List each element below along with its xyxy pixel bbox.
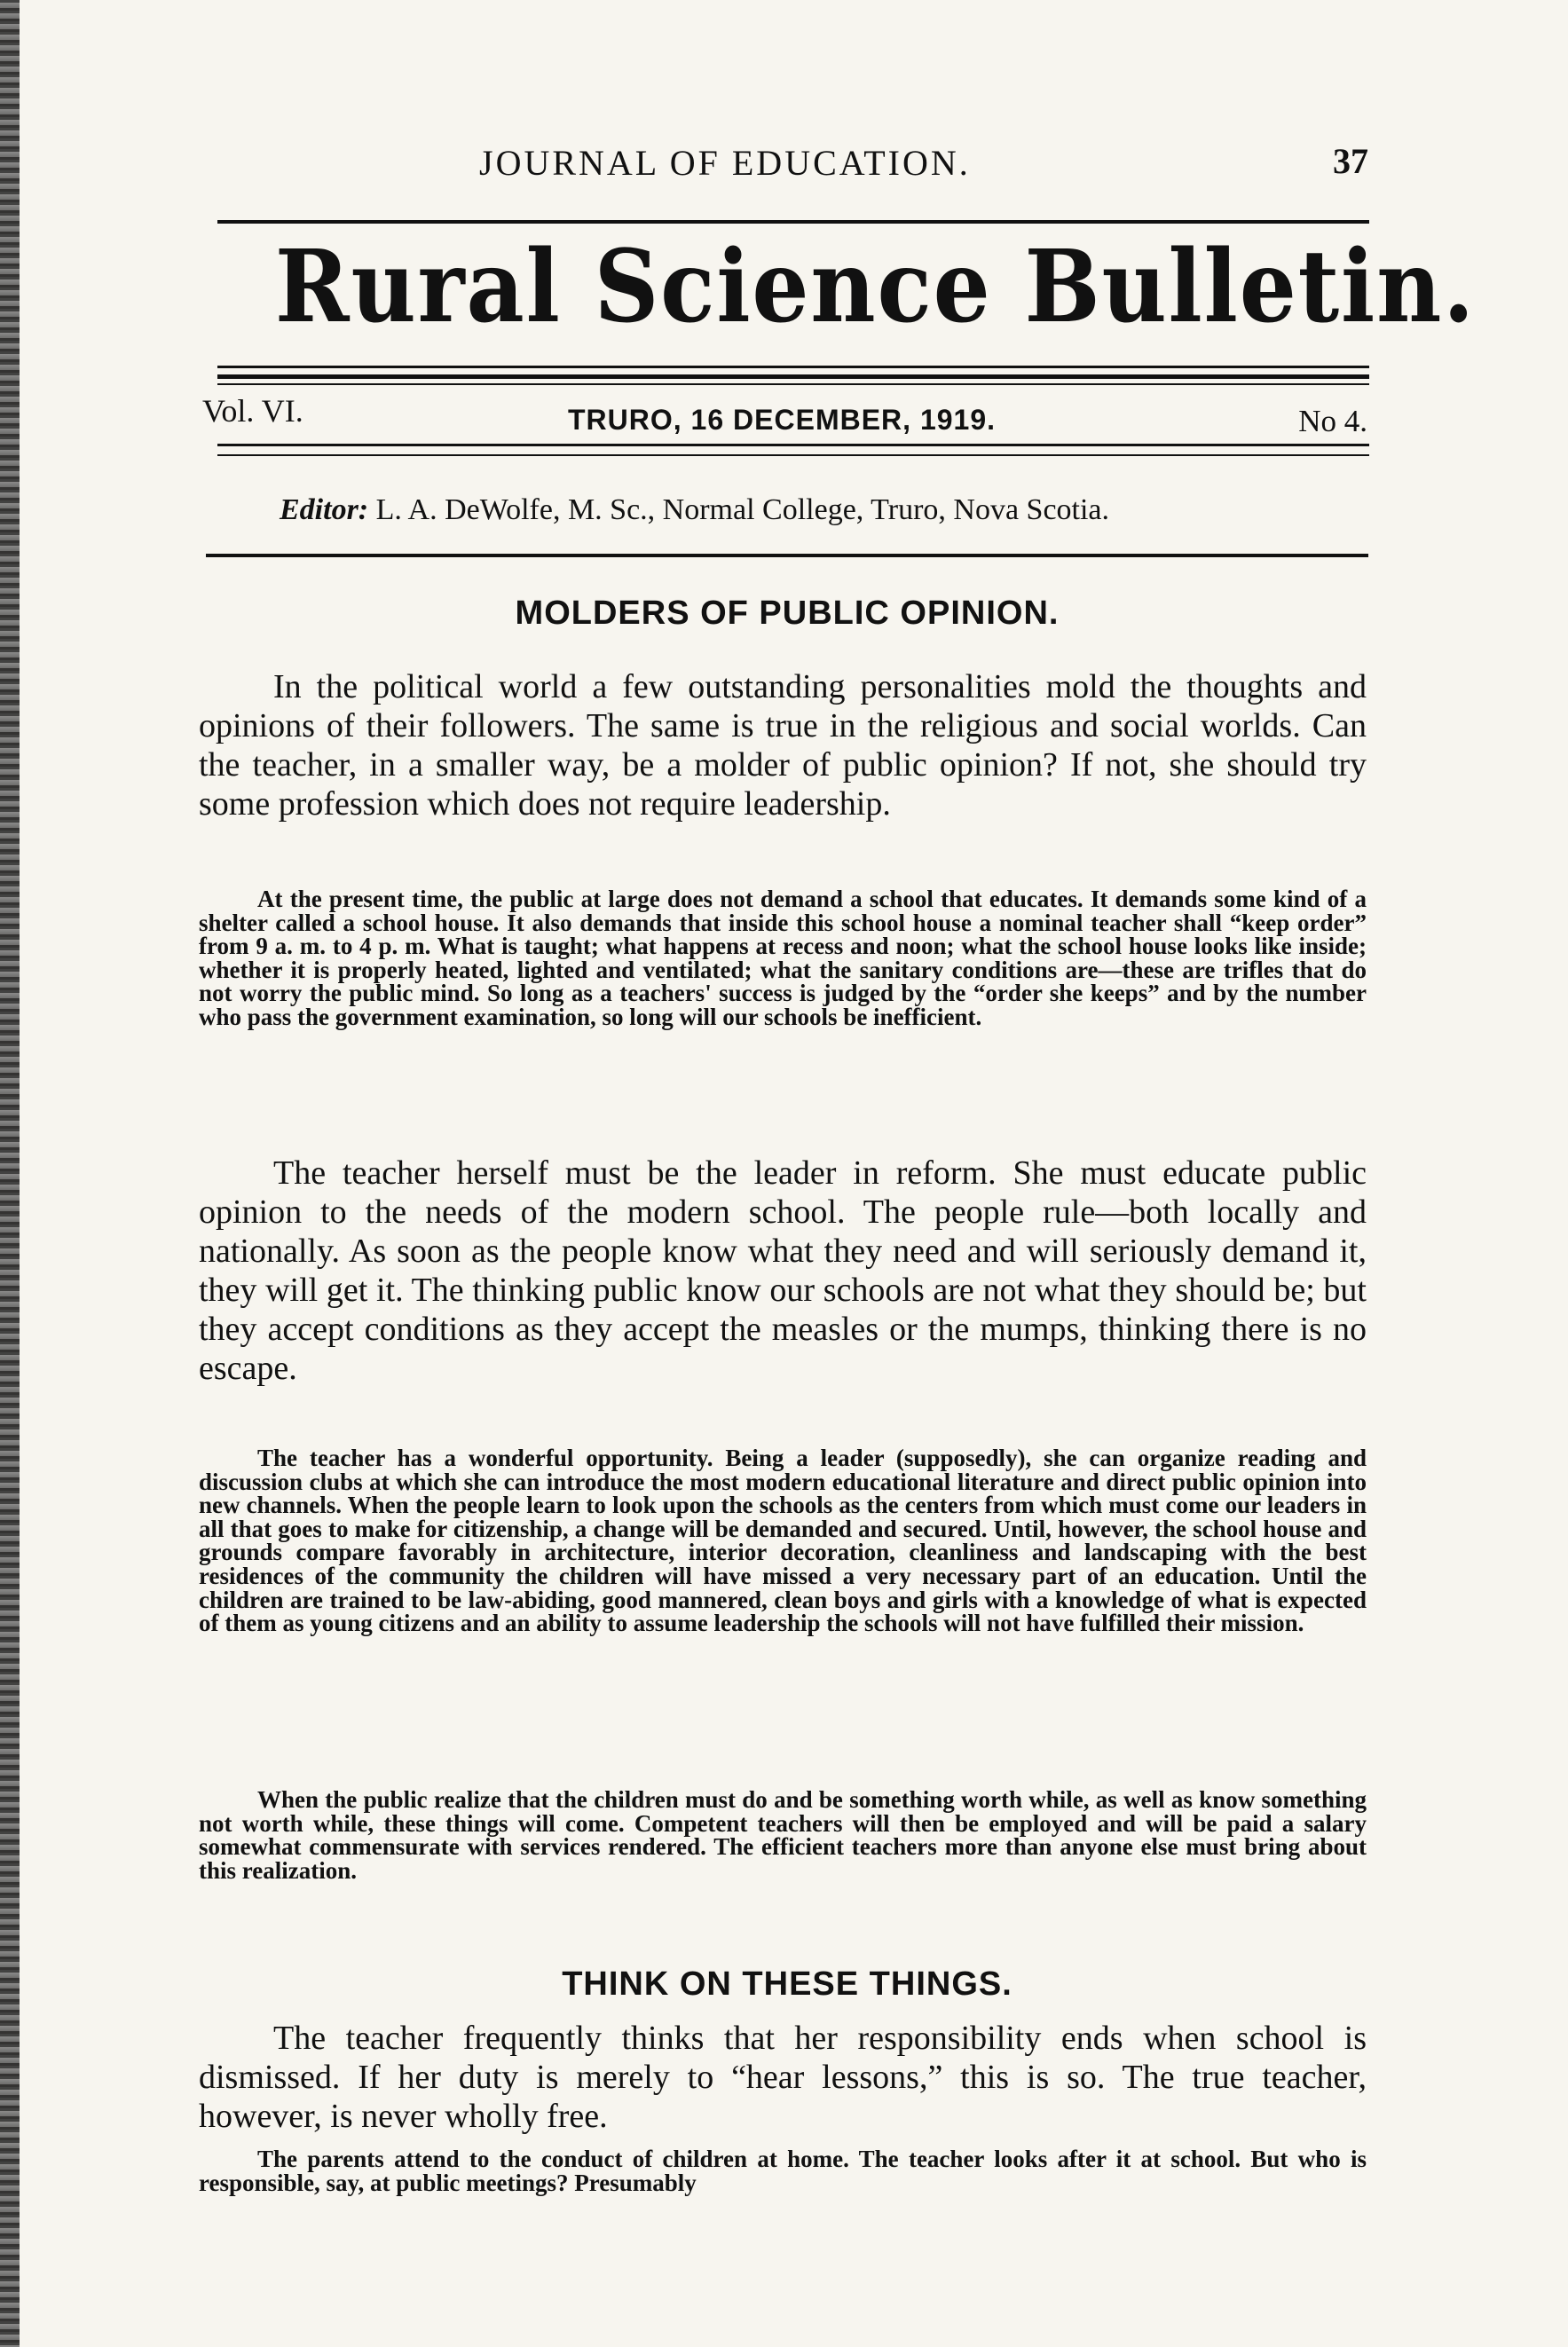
editor-label: Editor:: [280, 493, 369, 526]
issue-number: No 4.: [1298, 404, 1367, 438]
article-paragraph: In the political world a few outstanding personalities mold the thoughts and opinions of their followers. The same is true in the religious and social worlds. Can the teacher, in a smaller way, be a molder of public opinion? If not, she should try some profession which does not require leadership.: [199, 668, 1367, 823]
masthead-rule: [217, 366, 1369, 368]
masthead-rule-thick: [217, 374, 1369, 379]
masthead-rule-thin: [217, 383, 1369, 385]
editor-text: L. A. DeWolfe, M. Sc., Normal College, Truro, Nova Scotia.: [375, 493, 1110, 526]
page-number: 37: [1333, 141, 1368, 181]
masthead-title: Rural Science Bulletin.: [274, 229, 1477, 345]
article-paragraph: The parents attend to the conduct of children at home. The teacher looks after it at school. But who is responsible, say, at public meetings? Presumably: [199, 2146, 1367, 2196]
top-rule: [217, 220, 1369, 224]
article-paragraph: The teacher has a wonderful opportunity. Being a leader (supposedly), she can organize reading and discussion clubs at which she can introduce the most modern educational literature and direct public opinion into new channels. When the people learn to look upon the schools as the centers from which must come our leaders in all that goes to make for citizenship, a change will be demanded and secured. Until, however, the school house and grounds compare favorably in architecture, interior decoration, cleanliness and landscaping with the best residences of the community the children will have missed a very necessary part of an education. Until the children are trained to be law-abiding, good mannered, clean boys and girls with a knowledge of what is expected of them as young citizens and an ability to assume leadership the schools will not have fulfilled their mission.: [199, 1445, 1367, 1637]
dateline-rule: [217, 444, 1369, 446]
editor-line: [280, 493, 1109, 527]
article-heading: MOLDERS OF PUBLIC OPINION.: [515, 595, 1060, 632]
editor-rule: [206, 554, 1368, 557]
article-paragraph: When the public realize that the children must do and be something worth while, as well as know something not worth while, these things will come. Competent teachers will then be employed and will be paid a salary somewhat commensurate with services rendered. The efficient teachers more than anyone else must bring about this realization.: [199, 1786, 1367, 1884]
article-paragraph: The teacher herself must be the leader in reform. She must educate public opinion to the needs of the modern school. The people rule—both locally and nationally. As soon as the people know what they need and will seriously demand it, they will get it. The thinking public know our schools are not what they should be; but they accept conditions as they accept the measles or the mumps, thinking there is no escape.: [199, 1154, 1367, 1387]
article-heading: THINK ON THESE THINGS.: [562, 1965, 1013, 2003]
volume-label: Vol. VI.: [202, 393, 303, 429]
binding-edge: [0, 0, 20, 2347]
running-head: JOURNAL OF EDUCATION.: [479, 143, 971, 183]
dateline: TRURO, 16 DECEMBER, 1919.: [568, 404, 997, 436]
dateline-rule-thin: [217, 454, 1369, 456]
article-paragraph: The teacher frequently thinks that her responsibility ends when school is dismissed. If her duty is merely to “hear lessons,” this is so. The true teacher, however, is never wholly free.: [199, 2020, 1367, 2135]
article-paragraph: At the present time, the public at large does not demand a school that educates. It demands some kind of a shelter called a school house. It also demands that inside this school house a nominal teacher shall “keep order” from 9 a. m. to 4 p. m. What is taught; what happens at recess and noon; what the school house looks like inside; whether it is properly heated, lighted and ventilated; what the sanitary conditions are—these are trifles that do not worry the public mind. So long as a teachers' success is judged by the “order she keeps” and by the number who pass the government examination, so long will our schools be inefficient.: [199, 886, 1367, 1030]
